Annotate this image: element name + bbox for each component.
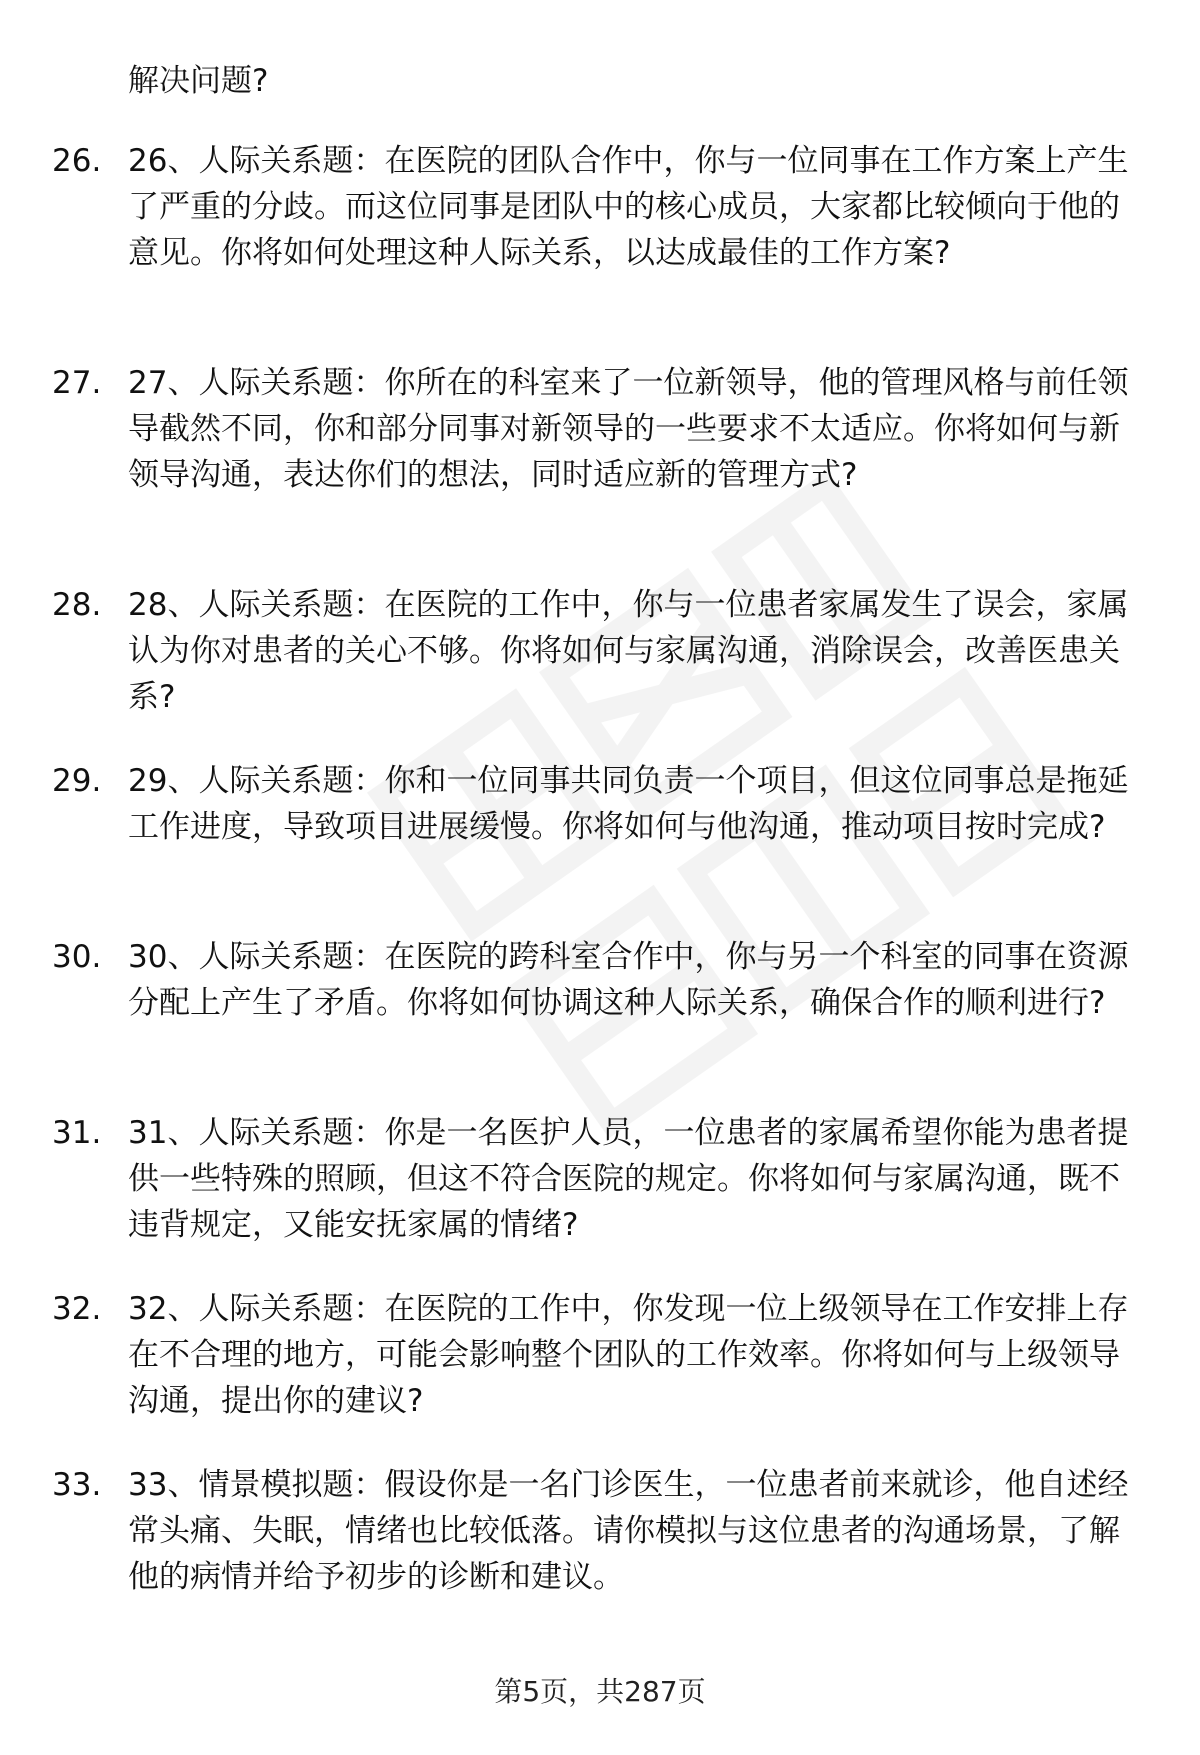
question-number: 33. (52, 1467, 102, 1503)
question-text: 27、人际关系题：你所在的科室来了一位新领导，他的管理风格与前任领导截然不同，你和部分同事对新领导的一些要求不太适应。你将如何与新领导沟通，表达你们的想法，同时适应新的管理方式? (128, 365, 1129, 493)
question-number: 31. (52, 1115, 102, 1151)
question-text: 28、人际关系题：在医院的工作中，你与一位患者家属发生了误会，家属认为你对患者的关心不够。你将如何与家属沟通，消除误会，改善医患关系? (128, 587, 1129, 715)
question-text: 32、人际关系题：在医院的工作中，你发现一位上级领导在工作安排上存在不合理的地方，可能会影响整个团队的工作效率。你将如何与上级领导沟通，提出你的建议? (128, 1291, 1129, 1419)
question-text: 33、情景模拟题：假设你是一名门诊医生，一位患者前来就诊，他自述经常头痛、失眠，情绪也比较低落。请你模拟与这位患者的沟通场景，了解他的病情并给予初步的诊断和建议。 (128, 1467, 1129, 1595)
question-text: 30、人际关系题：在医院的跨科室合作中，你与另一个科室的同事在资源分配上产生了矛盾。你将如何协调这种人际关系，确保合作的顺利进行? (128, 939, 1129, 1021)
question-number: 32. (52, 1291, 102, 1327)
question-number: 30. (52, 939, 102, 975)
question-number: 29. (52, 763, 102, 799)
continuation-text: 解决问题? (128, 63, 269, 99)
question-number: 27. (52, 365, 102, 401)
question-text: 31、人际关系题：你是一名医护人员，一位患者的家属希望你能为患者提供一些特殊的照顾，但这不符合医院的规定。你将如何与家属沟通，既不违背规定，又能安抚家属的情绪? (128, 1115, 1129, 1243)
question-text: 26、人际关系题：在医院的团队合作中，你与一位同事在工作方案上产生了严重的分歧。而这位同事是团队中的核心成员，大家都比较倾向于他的意见。你将如何处理这种人际关系，以达成最佳的工作方案? (128, 143, 1129, 271)
question-text: 29、人际关系题：你和一位同事共同负责一个项目，但这位同事总是拖延工作进度，导致项目进展缓慢。你将如何与他沟通，推动项目按时完成? (128, 763, 1129, 845)
question-number: 28. (52, 587, 102, 623)
question-number: 26. (52, 143, 102, 179)
page-number: 第5页，共287页 (494, 1675, 706, 1708)
